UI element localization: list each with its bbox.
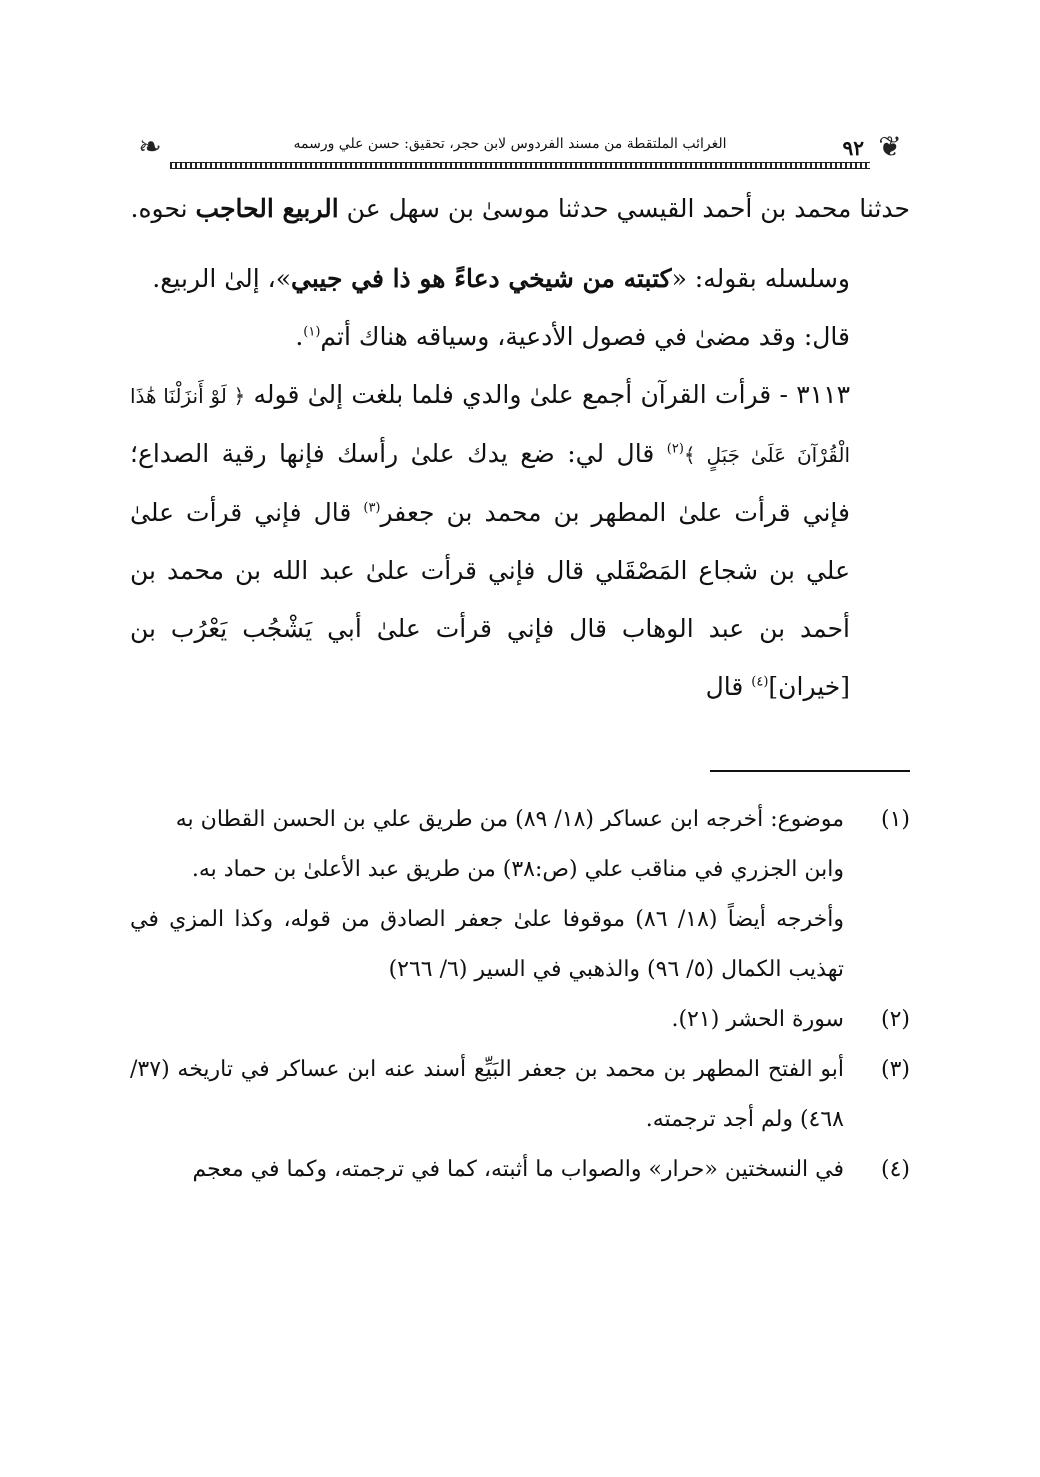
- paragraph-4-text-a: ٣١١٣ - قرأت القرآن أجمع علىٰ والدي فلما بلغت إلىٰ قوله: [245, 380, 850, 409]
- footnote-ref-1: (١): [303, 324, 321, 340]
- paragraph-2-bold-quote: كتبته من شيخي دعاءً هو ذا في جيبي: [291, 264, 672, 293]
- footnote-line: سورة الحشر (٢١).: [671, 1007, 844, 1032]
- footnote-ref-2: (٢): [666, 441, 684, 457]
- footnote-line: في النسختين «حرار» والصواب ما أثبته، كما في ترجمته، وكما في معجم: [192, 1157, 844, 1182]
- header-ornament-right: ❦: [878, 130, 902, 163]
- paragraph-4-text-d: قال: [705, 672, 752, 701]
- paragraph-3-text-b: .: [295, 322, 304, 351]
- footnote-number: (١): [880, 807, 910, 832]
- paragraph-4: [130, 366, 910, 716]
- page-header: [130, 128, 910, 172]
- paragraph-1: [130, 180, 910, 238]
- paragraph-1-text-a: حدثنا محمد بن أحمد القيسي حدثنا موسىٰ بن سهل عن: [338, 194, 910, 223]
- paragraph-3: [130, 308, 910, 366]
- header-ornament-left: ❧: [138, 130, 162, 163]
- footnote-2: [130, 995, 910, 1045]
- quran-verse: ﴿ لَوْ أَنزَلْنَا هَٰذَا الْقُرْآنَ عَلَىٰ جَبَلٍ ﴾: [130, 384, 851, 467]
- footnote-3: [130, 1045, 910, 1145]
- footnote-ref-4: (٤): [751, 674, 769, 690]
- footnote-line: أبو الفتح المطهر بن محمد بن جعفر البَيِّع أسند عنه ابن عساكر في تاريخه (٣٧/ ٤٦٨) ولم أجد ترجمته.: [130, 1057, 844, 1132]
- paragraph-3-text-a: قال: وقد مضىٰ في فصول الأدعية، وسياقه هناك أتم: [320, 322, 850, 351]
- paragraph-1-bold-name: الربيع الحاجب: [195, 194, 339, 223]
- main-text: [130, 180, 910, 716]
- paragraph-4-text-c: قال فإني قرأت علىٰ علي بن شجاع المَصْقَلي قال فإني قرأت علىٰ عبد الله بن محمد بن أحمد بن عبد الوهاب قال فإني قرأت علىٰ أبي يَشْجُب يَعْرُب بن [خيران]: [130, 498, 850, 701]
- header-rule: [170, 162, 870, 169]
- footnote-number: (٤): [880, 1157, 910, 1182]
- paragraph-4-text-b: قال لي: ضع يدك علىٰ رأسك فإنها رقية الصداع؛ فإني قرأت علىٰ المطهر بن محمد بن جعفر: [130, 439, 850, 527]
- footnotes: [130, 795, 910, 1195]
- footnote-4: [130, 1145, 910, 1195]
- paragraph-2-text-c: »، إلىٰ الربيع.: [152, 264, 292, 293]
- paragraph-1-text-c: نحوه.: [130, 194, 196, 223]
- footnote-number: (٢): [880, 1007, 910, 1032]
- paragraph-2: [130, 250, 910, 308]
- footnote-line: وابن الجزري في مناقب علي (ص:٣٨) من طريق عبد الأعلىٰ بن حماد به.: [191, 857, 844, 882]
- footnote-1: [130, 795, 910, 995]
- footnote-separator: [710, 770, 910, 772]
- footnote-ref-3: (٣): [363, 500, 381, 516]
- page-number: ٩٢: [842, 136, 864, 160]
- footnote-number: (٣): [880, 1057, 910, 1082]
- paragraph-2-text-a: وسلسله بقوله: «: [671, 264, 850, 293]
- running-title: الغرائب الملتقطة من مسند الفردوس لابن حجر، تحقيق: حسن علي ورسمه: [293, 136, 727, 152]
- footnote-line: موضوع: أخرجه ابن عساكر (١٨/ ٨٩) من طريق علي بن الحسن القطان به: [175, 807, 844, 832]
- footnote-line: وأخرجه أيضاً (١٨/ ٨٦) موقوفا علىٰ جعفر الصادق من قوله، وكذا المزي في تهذيب الكمال (٥/ ٩٦) والذهبي في السير (٦/ ٢٦٦): [130, 907, 844, 982]
